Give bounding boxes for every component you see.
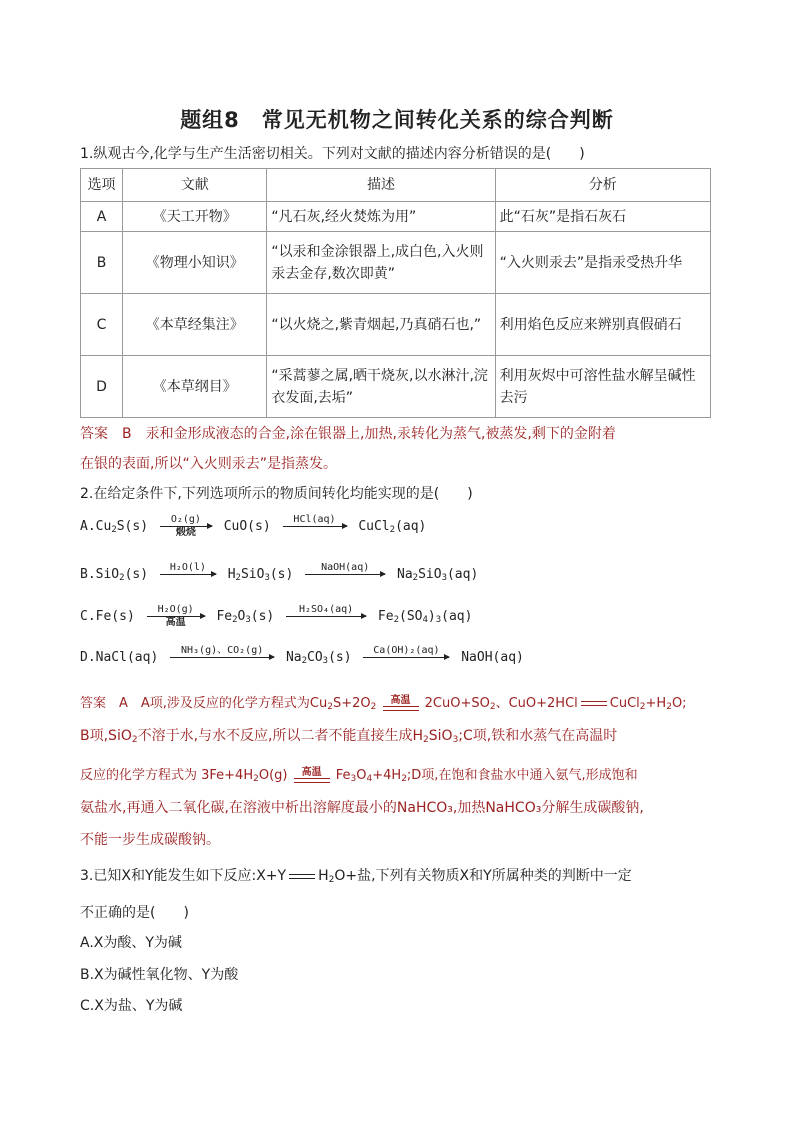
- arrow-condition: HCl(aq): [293, 514, 336, 525]
- option-label: B.SiO: [80, 567, 120, 582]
- answer-text: +4H: [372, 768, 402, 783]
- question-2-answer: 答案 A A项,涉及反应的化学方程式为$Cu_2S+2O_2$ 高温 $2CuO+SO_2$、CuO+2HCl $CuCl_2+H_2O$;: [80, 695, 687, 712]
- table-cell: 《天工开物》: [123, 202, 267, 232]
- table-header: 分析: [495, 169, 710, 202]
- arrow-condition: 煅烧: [175, 527, 196, 538]
- question-3-option-b: B.X为碱性氧化物、Y为酸: [80, 967, 239, 983]
- formula: S(s): [116, 519, 149, 534]
- answer-text: O: [356, 768, 367, 783]
- question-1-answer: 答案 B 汞和金形成液态的合金,涂在银器上,加热,汞转化为蒸气,被蒸发,剩下的金附着: [80, 426, 616, 442]
- arrow-condition: H₂SO₄(aq): [299, 604, 354, 615]
- formula: CuCl: [358, 519, 390, 534]
- question-2-answer-cont: 不能一步生成碳酸钠。: [80, 832, 220, 848]
- table-cell: 《物理小知识》: [123, 232, 267, 294]
- formula: (aq): [395, 519, 427, 534]
- question-2-answer-cont: 反应的化学方程式为 $3Fe+4H_2O(g)$ 高温 $Fe_3O_4+4H_2;D$项,在饱和食盐水中通入氨气,形成饱和: [80, 767, 638, 784]
- answer-text: CuCl: [609, 696, 640, 711]
- question-3-option-a: A.X为酸、Y为碱: [80, 935, 182, 951]
- arrow-condition: NaOH(aq): [321, 562, 370, 573]
- formula: (aq): [441, 609, 473, 624]
- answer-text: ;C项,铁和水蒸气在高温时: [458, 728, 618, 744]
- reaction-condition: [294, 768, 330, 783]
- table-cell: 利用灰烬中可溶性盐水解呈碱性去污: [495, 356, 710, 418]
- table-cell: 《本草经集注》: [123, 294, 267, 356]
- arrow-condition: H₂O(g): [157, 604, 194, 615]
- table-row: [81, 202, 711, 232]
- arrow-condition: NH₃(g)、CO₂(g): [180, 645, 264, 656]
- table-header: 选项: [81, 169, 123, 202]
- question-2-answer-cont: B项,SiO$_2$不溶于水,与水不反应,所以二者不能直接生成$H_2SiO_3;C$项,铁和水蒸气在高温时: [80, 728, 618, 745]
- table-row: [81, 294, 711, 356]
- formula: CO: [307, 650, 323, 665]
- reaction-arrow: [147, 604, 205, 629]
- answer-text: 不溶于水,与水不反应,所以二者不能直接生成H: [137, 728, 424, 744]
- reaction-arrow: [170, 645, 274, 670]
- page-title: 题组8 常见无机物之间转化关系的综合判断: [180, 108, 614, 132]
- table-cell: “以火烧之,紫青烟起,乃真硝石也,”: [267, 294, 495, 356]
- arrow-condition: O₂(g): [170, 514, 201, 525]
- answer-text: 2CuO+SO: [424, 696, 490, 711]
- reaction-arrow: [160, 562, 216, 587]
- table-cell: D: [81, 356, 123, 418]
- answer-text: 反应的化学方程式为 3Fe+4H: [80, 768, 254, 783]
- arrow-condition: 高温: [165, 617, 186, 628]
- question-2-answer-cont: 氨盐水,再通入二氧化碳,在溶液中析出溶解度最小的NaHCO₃,加热NaHCO₃分解生成碳酸钠,: [80, 800, 644, 816]
- answer-text: Fe: [335, 768, 351, 783]
- answer-text: O(g): [258, 768, 288, 783]
- option-label: C.Fe(s): [80, 609, 135, 624]
- condition-text: 高温: [390, 695, 411, 706]
- question-2-option-b: B.SiO$_2$(s) H₂O(l) $H_2SiO_3(s)$ NaOH(aq) $Na_2SiO_3(aq)$: [80, 562, 478, 587]
- table-cell: A: [81, 202, 123, 232]
- formula: (s): [124, 567, 149, 582]
- question-text: H: [318, 868, 329, 884]
- question-1-stem: 1.纵观古今,化学与生产生活密切相关。下列对文献的描述内容分析错误的是( ): [80, 146, 585, 162]
- literature-table: [80, 168, 711, 418]
- reaction-arrow: [363, 645, 449, 670]
- table-cell: B: [81, 232, 123, 294]
- table-header: 描述: [267, 169, 495, 202]
- question-2-stem: 2.在给定条件下,下列选项所示的物质间转化均能实现的是( ): [80, 486, 473, 502]
- formula: Fe: [377, 609, 394, 624]
- table-cell: 利用焰色反应来辨别真假硝石: [495, 294, 710, 356]
- question-1-answer-cont: 在银的表面,所以“入火则汞去”是指蒸发。: [80, 456, 337, 472]
- option-label: A.Cu: [80, 519, 112, 534]
- formula: (s): [250, 609, 275, 624]
- table-row: [81, 232, 711, 294]
- question-3-option-c: C.X为盐、Y为碱: [80, 998, 183, 1014]
- question-3-stem: 3.已知X和Y能发生如下反应:X+Y $H_2O+$盐,下列有关物质X和Y所属种类的判断中一定: [80, 868, 632, 885]
- question-text: 3.已知X和Y能发生如下反应:X+Y: [80, 868, 287, 884]
- arrow-condition: Ca(OH)₂(aq): [373, 645, 440, 656]
- answer-text: 答案 A A项,涉及反应的化学方程式为Cu: [80, 696, 328, 711]
- question-text: O+盐,下列有关物质X和Y所属种类的判断中一定: [334, 868, 632, 884]
- question-3-stem-cont: 不正确的是( ): [80, 905, 189, 921]
- table-header: 文献: [123, 169, 267, 202]
- option-label: D.NaCl(aq): [80, 650, 159, 665]
- reaction-arrow: [160, 514, 212, 539]
- table-cell: “采蒿蓼之属,晒干烧灰,以水淋汁,浣衣发面,去垢”: [267, 356, 495, 418]
- formula: (aq): [446, 567, 479, 582]
- formula: SiO: [240, 567, 265, 582]
- reaction-condition: [383, 696, 419, 711]
- formula: Na: [285, 650, 302, 665]
- reaction-arrow: [286, 604, 366, 629]
- table-cell: 《本草纲目》: [123, 356, 267, 418]
- table-cell: “凡石灰,经火焚炼为用”: [267, 202, 495, 232]
- arrow-condition: H₂O(l): [169, 562, 206, 573]
- formula: NaOH(aq): [461, 650, 524, 665]
- question-2-option-c: C.Fe(s) H₂O(g) 高温 $Fe_2O_3(s)$ H₂SO₄(aq) $Fe_2(SO_4)_3(aq)$: [80, 604, 473, 628]
- question-2-option-d: D.NaCl(aq) NH₃(g)、CO₂(g) $Na_2CO_3(s)$ Ca(OH)₂(aq) NaOH(aq): [80, 645, 524, 670]
- formula: CuO(s): [223, 519, 271, 534]
- formula: H: [227, 567, 236, 582]
- answer-text: S+2O: [332, 696, 371, 711]
- table-cell: “入火则汞去”是指汞受热升华: [495, 232, 710, 294]
- table-cell: “以汞和金涂银器上,成白色,入火则汞去金存,数次即黄”: [267, 232, 495, 294]
- formula: O: [237, 609, 246, 624]
- formula: (s): [328, 650, 352, 665]
- answer-text: 、CuO+2HCl: [495, 696, 578, 711]
- table-cell: C: [81, 294, 123, 356]
- answer-text: O;: [671, 696, 687, 711]
- answer-text: ;D项,在饱和食盐水中通入氨气,形成饱和: [406, 768, 638, 783]
- formula: SiO: [418, 567, 442, 582]
- formula: Na: [397, 567, 413, 582]
- answer-text: +H: [645, 696, 667, 711]
- formula: (s): [269, 567, 294, 582]
- table-header-row: [81, 169, 711, 202]
- question-2-option-a: $A.Cu_2S(s)$ O₂(g) 煅烧 CuO(s) HCl(aq) CuCl$_2$(aq): [80, 514, 427, 538]
- answer-text: B项,SiO: [80, 728, 132, 744]
- table-row: [81, 356, 711, 418]
- answer-text: SiO: [428, 728, 453, 744]
- reaction-arrow: [305, 562, 385, 587]
- formula: ): [427, 609, 436, 624]
- formula: (SO: [399, 609, 423, 624]
- table-cell: 此“石灰”是指石灰石: [495, 202, 710, 232]
- formula: Fe: [216, 609, 233, 624]
- condition-text: 高温: [301, 767, 322, 778]
- reaction-arrow: [283, 514, 347, 539]
